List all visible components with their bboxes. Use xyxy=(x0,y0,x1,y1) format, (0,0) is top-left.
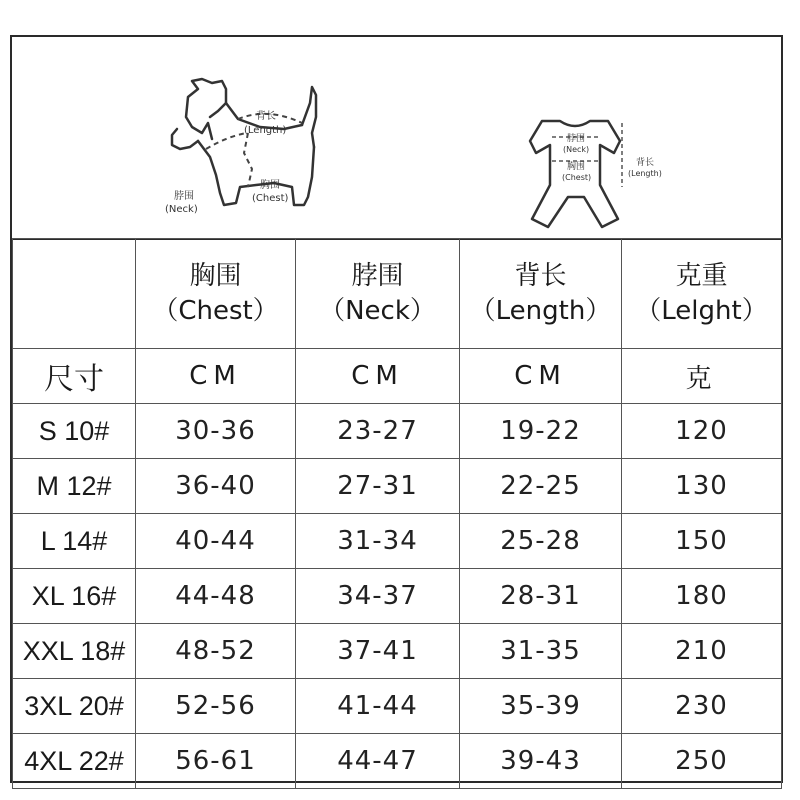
chest-cell: 44-48 xyxy=(136,569,296,624)
table-row xyxy=(13,569,782,624)
weight-cell: 150 xyxy=(622,514,782,569)
length-cell: 28-31 xyxy=(460,569,622,624)
header-length-cn: 背长 xyxy=(514,260,567,291)
size-cell: XXL 18# xyxy=(13,624,136,679)
header-weight-cn: 克重 xyxy=(675,260,728,291)
size-chart xyxy=(10,35,783,783)
size-cell: 3XL 20# xyxy=(13,679,136,734)
chest-cell: 40-44 xyxy=(136,514,296,569)
weight-cell: 230 xyxy=(622,679,782,734)
header-chest-en: （Chest） xyxy=(152,295,279,326)
unit-chest: CM xyxy=(136,349,296,404)
neck-cell: 31-34 xyxy=(296,514,460,569)
header-length-en: （Length） xyxy=(469,295,612,326)
length-cell: 22-25 xyxy=(460,459,622,514)
length-cell: 19-22 xyxy=(460,404,622,459)
table-row xyxy=(13,459,782,514)
chest-cell: 30-36 xyxy=(136,404,296,459)
size-cell: M 12# xyxy=(13,459,136,514)
neck-cell: 41-44 xyxy=(296,679,460,734)
size-table xyxy=(12,238,782,789)
table-row xyxy=(13,404,782,459)
dog-outline xyxy=(172,79,316,205)
dog-chest-en: (Chest) xyxy=(252,193,289,204)
size-cell: XL 16# xyxy=(13,569,136,624)
dog-length-en: (Length) xyxy=(244,125,287,136)
table-row xyxy=(13,679,782,734)
dog-measurement-diagram xyxy=(12,37,785,240)
size-cell: L 14# xyxy=(13,514,136,569)
header-corner-cell xyxy=(13,239,136,349)
chest-cell: 56-61 xyxy=(136,734,296,789)
table-row xyxy=(13,734,782,789)
length-cell: 25-28 xyxy=(460,514,622,569)
suit-neck-cn: 脖围 xyxy=(567,134,586,144)
suit-chest-en: (Chest) xyxy=(562,173,592,182)
dog-chest-cn: 胸围 xyxy=(260,180,280,191)
weight-cell: 180 xyxy=(622,569,782,624)
suit-length-en: (Length) xyxy=(628,169,662,178)
unit-length: CM xyxy=(460,349,622,404)
length-cell: 35-39 xyxy=(460,679,622,734)
table-row xyxy=(13,624,782,679)
chest-cell: 52-56 xyxy=(136,679,296,734)
neck-cell: 34-37 xyxy=(296,569,460,624)
suit-chest-cn: 胸围 xyxy=(567,162,586,172)
chest-cell: 48-52 xyxy=(136,624,296,679)
unit-row xyxy=(13,349,782,404)
size-cell: S 10# xyxy=(13,404,136,459)
unit-neck: CM xyxy=(296,349,460,404)
dog-length-cn: 背长 xyxy=(256,111,276,122)
header-weight xyxy=(622,239,782,349)
header-row xyxy=(13,239,782,349)
neck-cell: 37-41 xyxy=(296,624,460,679)
neck-cell: 23-27 xyxy=(296,404,460,459)
suit-length-cn: 背长 xyxy=(636,158,655,168)
header-chest xyxy=(136,239,296,349)
table-row xyxy=(13,514,782,569)
length-cell: 39-43 xyxy=(460,734,622,789)
header-neck xyxy=(296,239,460,349)
chest-cell: 36-40 xyxy=(136,459,296,514)
size-cell: 4XL 22# xyxy=(13,734,136,789)
header-neck-en: （Neck） xyxy=(319,295,436,326)
weight-cell: 210 xyxy=(622,624,782,679)
dog-neck-cn: 脖围 xyxy=(174,191,194,202)
size-label-cell xyxy=(13,349,136,404)
header-neck-cn: 脖围 xyxy=(351,260,404,291)
dog-neck-en: (Neck) xyxy=(165,204,198,215)
neck-cell: 27-31 xyxy=(296,459,460,514)
neck-cell: 44-47 xyxy=(296,734,460,789)
unit-weight: 克 xyxy=(622,349,782,404)
weight-cell: 130 xyxy=(622,459,782,514)
weight-cell: 250 xyxy=(622,734,782,789)
size-label: 尺寸 xyxy=(44,362,104,397)
weight-cell: 120 xyxy=(622,404,782,459)
suit-neck-en: (Neck) xyxy=(563,145,590,154)
measurement-diagrams xyxy=(12,37,781,240)
length-cell: 31-35 xyxy=(460,624,622,679)
header-weight-en: （Lelght） xyxy=(635,295,768,326)
header-length xyxy=(460,239,622,349)
header-chest-cn: 胸围 xyxy=(189,260,242,291)
